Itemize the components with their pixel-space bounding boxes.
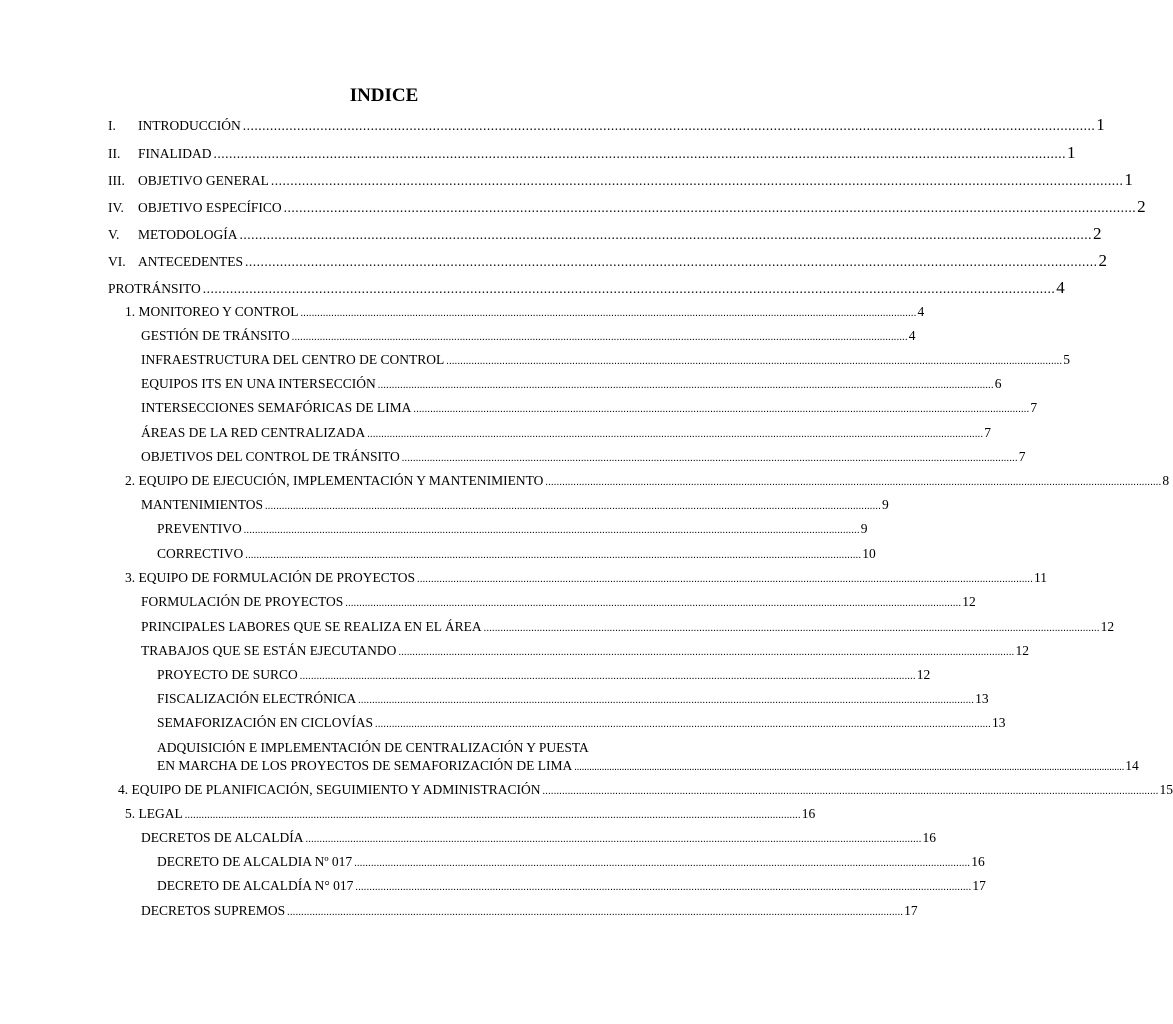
toc-section bbox=[108, 115, 1105, 136]
toc-leader: ............................................................................................................................................................................................................................ bbox=[345, 598, 962, 609]
toc-leader: ............................................................................................................................................................................................................................ bbox=[355, 882, 972, 893]
toc-section-label: PROTRÁNSITO bbox=[108, 281, 201, 296]
toc-page-number: 1 bbox=[1096, 115, 1105, 134]
toc-page-number: 14 bbox=[1125, 758, 1139, 773]
toc-entry-label: 5. LEGAL bbox=[125, 806, 183, 821]
toc-section bbox=[108, 143, 1076, 164]
toc-section-label: INTRODUCCIÓN bbox=[138, 118, 241, 133]
toc-entry bbox=[141, 448, 1026, 468]
toc-page-number: 12 bbox=[1015, 643, 1029, 658]
toc-entry-label: DECRETOS DE ALCALDÍA bbox=[141, 830, 304, 845]
toc-entry-label: DECRETO DE ALCALDIA Nº 017 bbox=[157, 854, 353, 869]
toc-entry bbox=[157, 714, 1006, 734]
toc-entry bbox=[157, 853, 985, 873]
toc-entry-label: PREVENTIVO bbox=[157, 521, 242, 536]
toc-section bbox=[108, 170, 1133, 191]
toc-page-number: 12 bbox=[1100, 619, 1115, 634]
toc-leader: ............................................................................................................................................................................................................................ bbox=[545, 477, 1162, 488]
toc-entry bbox=[141, 496, 889, 516]
toc-entry-label: EQUIPOS ITS EN UNA INTERSECCIÓN bbox=[141, 376, 376, 391]
toc-page-number: 9 bbox=[882, 497, 889, 512]
toc-page-number: 11 bbox=[1034, 570, 1048, 585]
toc-leader: ............................................................................................................................................................................................................................ bbox=[401, 453, 1018, 464]
toc-entry-label: PROYECTO DE SURCO bbox=[157, 667, 298, 682]
toc-entry bbox=[125, 303, 925, 323]
toc-leader: ............................................................................................................................................................................................................................ bbox=[245, 550, 862, 561]
toc-section-number: I. bbox=[108, 118, 116, 133]
toc-page-number: 4 bbox=[908, 328, 916, 343]
toc-entry bbox=[141, 424, 991, 444]
toc-entry-label: 4. EQUIPO DE PLANIFICACIÓN, SEGUIMIENTO Y ADMINISTRACIÓN bbox=[118, 782, 541, 797]
toc-section-label: FINALIDAD bbox=[138, 146, 212, 161]
toc-leader: ............................................................................................................................................................................................................................ bbox=[242, 118, 1096, 133]
toc-entry-label: FISCALIZACIÓN ELECTRÓNICA bbox=[157, 691, 357, 706]
toc-page-number: 16 bbox=[801, 806, 816, 821]
toc-page-number: 12 bbox=[962, 594, 976, 609]
toc-entry bbox=[141, 593, 976, 613]
toc-entry bbox=[157, 666, 931, 686]
toc-page-number: 7 bbox=[1030, 400, 1038, 415]
toc-entry bbox=[125, 472, 1170, 492]
toc-page-number: 13 bbox=[975, 691, 989, 706]
toc-entry-label: INTERSECCIONES SEMAFÓRICAS DE LIMA bbox=[141, 400, 412, 415]
toc-entry bbox=[141, 829, 937, 849]
toc-entry-label: DECRETOS SUPREMOS bbox=[141, 903, 286, 918]
toc-page-number: 2 bbox=[1098, 251, 1107, 270]
toc-leader: ............................................................................................................................................................................................................................ bbox=[377, 380, 994, 391]
toc-entry-label: 1. MONITOREO Y CONTROL bbox=[125, 304, 299, 319]
toc-section-number: V. bbox=[108, 227, 120, 242]
toc-entry-label: PRINCIPALES LABORES QUE SE REALIZA EN EL ÁREA bbox=[141, 619, 482, 634]
toc-page-number: 4 bbox=[1056, 278, 1065, 297]
toc-page-number: 8 bbox=[1162, 473, 1170, 488]
toc-page-number: 4 bbox=[917, 304, 925, 319]
toc-leader: ............................................................................................................................................................................................................................ bbox=[305, 834, 922, 845]
toc-leader: ............................................................................................................................................................................................................................ bbox=[270, 173, 1124, 188]
toc-section-number: IV. bbox=[108, 200, 124, 215]
toc-leader: ............................................................................................................................................................................................................................ bbox=[239, 227, 1092, 242]
toc-leader: ............................................................................................................................................................................................................................ bbox=[354, 858, 971, 869]
toc-page-number: 12 bbox=[916, 667, 931, 682]
toc-page-number: 9 bbox=[860, 521, 868, 536]
page-title: INDICE bbox=[349, 85, 419, 106]
toc-leader: ............................................................................................................................................................................................................................ bbox=[245, 254, 1098, 269]
toc-page-number: 5 bbox=[1063, 352, 1071, 367]
toc-entry-label-line2: EN MARCHA DE LOS PROYECTOS DE SEMAFORIZACIÓN DE LIMA bbox=[157, 758, 573, 773]
toc-entry-label: FORMULACIÓN DE PROYECTOS bbox=[141, 594, 344, 609]
toc-leader: ............................................................................................................................................................................................................................ bbox=[542, 786, 1159, 797]
toc-page-number: 7 bbox=[984, 425, 991, 440]
toc-entry-label: 3. EQUIPO DE FORMULACIÓN DE PROYECTOS bbox=[125, 570, 416, 585]
toc-leader: ............................................................................................................................................................................................................................ bbox=[483, 623, 1100, 634]
toc-entry-label: 2. EQUIPO DE EJECUCIÓN, IMPLEMENTACIÓN Y MANTENIMIENTO bbox=[125, 473, 544, 488]
toc-section bbox=[108, 197, 1146, 218]
toc-leader: ............................................................................................................................................................................................................................ bbox=[213, 146, 1066, 161]
toc-entry bbox=[157, 690, 989, 710]
toc-entry bbox=[118, 781, 1173, 801]
toc-entry-multiline bbox=[157, 739, 1139, 777]
toc-entry-label: OBJETIVOS DEL CONTROL DE TRÁNSITO bbox=[141, 449, 400, 464]
toc-entry-label: DECRETO DE ALCALDÍA N° 017 bbox=[157, 878, 354, 893]
toc-leader: ............................................................................................................................................................................................................................ bbox=[417, 574, 1034, 585]
toc-page-number: 17 bbox=[972, 878, 986, 893]
toc-entry bbox=[157, 545, 876, 565]
toc-section-label: OBJETIVO GENERAL bbox=[138, 173, 269, 188]
toc-section bbox=[108, 251, 1107, 272]
toc-leader: ............................................................................................................................................................................................................................ bbox=[375, 719, 992, 730]
toc-leader: ............................................................................................................................................................................................................................ bbox=[202, 281, 1056, 296]
toc-page-number: 16 bbox=[922, 830, 937, 845]
toc-page-number: 2 bbox=[1137, 197, 1146, 216]
toc-leader: ............................................................................................................................................................................................................................ bbox=[413, 404, 1030, 415]
toc-leader: ............................................................................................................................................................................................................................ bbox=[291, 332, 908, 343]
toc-page-number: 6 bbox=[994, 376, 1002, 391]
toc-entry bbox=[141, 327, 916, 347]
toc-entry bbox=[125, 569, 1048, 589]
toc-entry bbox=[157, 520, 868, 540]
toc-entry-label: CORRECTIVO bbox=[157, 546, 244, 561]
toc-leader: ............................................................................................................................................................................................................................ bbox=[398, 647, 1015, 658]
toc-leader: ............................................................................................................................................................................................................................ bbox=[446, 356, 1063, 367]
toc-page-number: 1 bbox=[1124, 170, 1133, 189]
toc-section-number: II. bbox=[108, 146, 121, 161]
toc-section-label: OBJETIVO ESPECÍFICO bbox=[138, 200, 282, 215]
toc-entry-line2 bbox=[157, 757, 1139, 777]
toc-entry-label: MANTENIMIENTOS bbox=[141, 497, 263, 512]
toc-entry-label: INFRAESTRUCTURA DEL CENTRO DE CONTROL bbox=[141, 352, 445, 367]
toc-page-number: 2 bbox=[1093, 224, 1102, 243]
toc-leader: ............................................................................................................................................................................................................................ bbox=[184, 810, 801, 821]
toc-entry-label: ÁREAS DE LA RED CENTRALIZADA bbox=[141, 425, 366, 440]
toc-entry bbox=[157, 877, 986, 897]
toc-page-number: 13 bbox=[992, 715, 1006, 730]
toc-page-number: 15 bbox=[1159, 782, 1173, 797]
toc-section bbox=[108, 278, 1065, 299]
toc-page-number: 1 bbox=[1067, 143, 1076, 162]
toc-entry-label: TRABAJOS QUE SE ESTÁN EJECUTANDO bbox=[141, 643, 397, 658]
toc-entry bbox=[141, 399, 1038, 419]
toc-section bbox=[108, 224, 1102, 245]
toc-section-label: ANTECEDENTES bbox=[138, 254, 243, 269]
toc-entry bbox=[141, 351, 1071, 371]
toc-page-number: 7 bbox=[1018, 449, 1026, 464]
toc-page-number: 16 bbox=[971, 854, 985, 869]
toc-leader: ............................................................................................................................................................................................................................ bbox=[265, 501, 881, 512]
toc-entry bbox=[141, 902, 918, 922]
toc-leader: ............................................................................................................................................................................................................................ bbox=[243, 525, 860, 536]
toc-section-number: VI. bbox=[108, 254, 126, 269]
toc-entry-label: GESTIÓN DE TRÁNSITO bbox=[141, 328, 290, 343]
toc-entry-label-line1: ADQUISICIÓN E IMPLEMENTACIÓN DE CENTRALIZACIÓN Y PUESTA bbox=[157, 740, 589, 755]
toc-entry-label: SEMAFORIZACIÓN EN CICLOVÍAS bbox=[157, 715, 374, 730]
toc-leader: ............................................................................................................................................................................................................................ bbox=[358, 695, 975, 706]
toc-section-number: III. bbox=[108, 173, 125, 188]
toc-section-label: METODOLOGÍA bbox=[138, 227, 238, 242]
toc-page-number: 10 bbox=[862, 546, 876, 561]
toc-leader: ............................................................................................................................................................................................................................ bbox=[283, 200, 1137, 215]
toc-leader: ............................................................................................................................................................................................................................ bbox=[287, 907, 904, 918]
toc-leader: ............................................................................................................................................................................................................................ bbox=[367, 429, 984, 440]
toc-entry bbox=[125, 805, 816, 825]
toc-page-number: 17 bbox=[904, 903, 918, 918]
toc-entry bbox=[141, 375, 1002, 395]
toc-leader: ............................................................................................................................................................................................................................ bbox=[300, 308, 917, 319]
toc-entry bbox=[141, 642, 1029, 662]
toc-entry bbox=[141, 618, 1115, 638]
toc-leader: ............................................................................................................................................................................................................................ bbox=[299, 671, 916, 682]
toc-leader: ............................................................................................................................................................................................................................ bbox=[574, 762, 1125, 773]
